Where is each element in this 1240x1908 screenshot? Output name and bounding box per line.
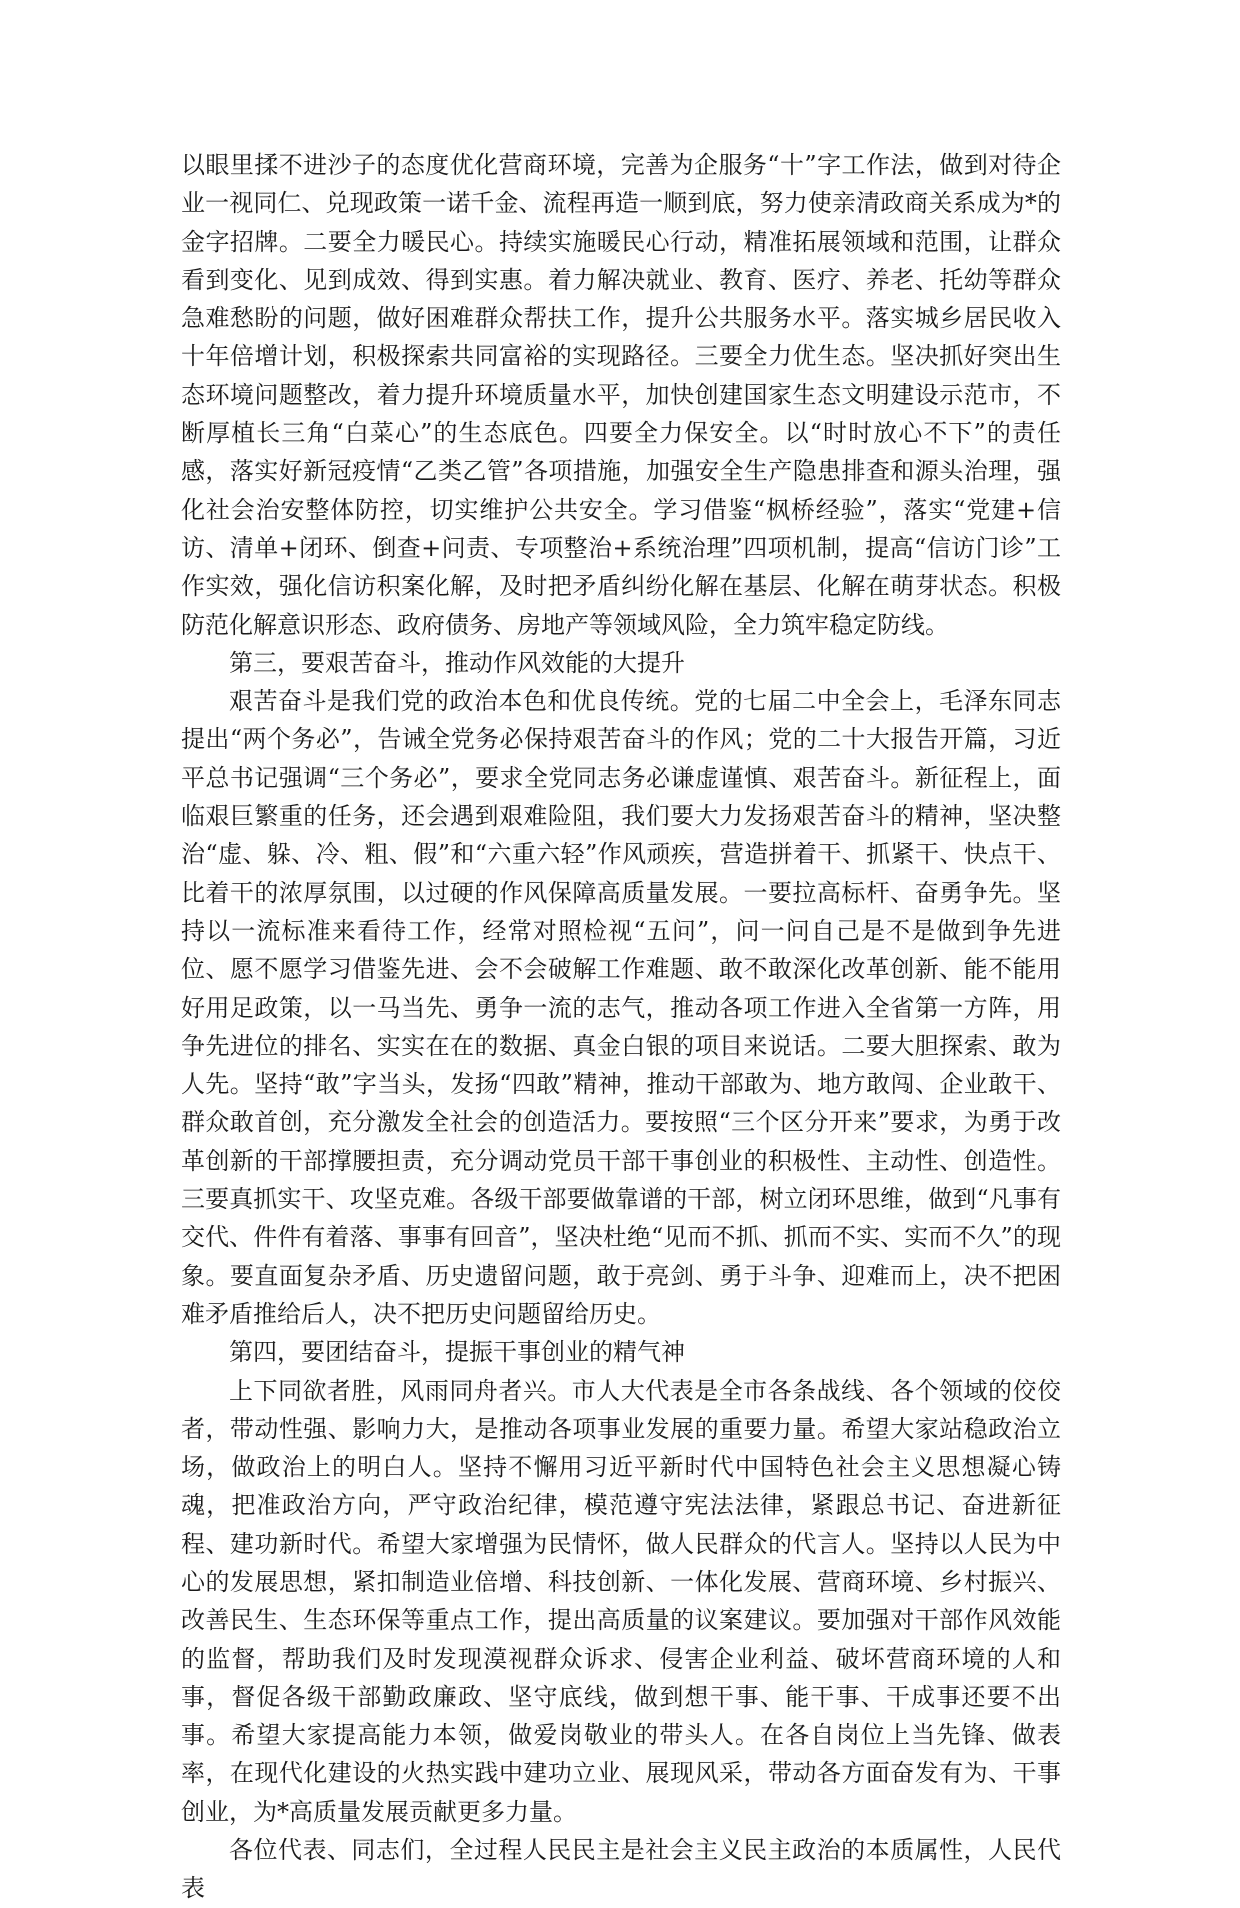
section-heading-third: 第三，要艰苦奋斗，推动作风效能的大提升 (229, 648, 685, 677)
paragraph-continuation: 以眼里揉不进沙子的态度优化营商环境，完善为企服务“十”字工作法，做到对待企业一视同仁、兑现政策一诺千金、流程再造一顺到底，努力使亲清政商关系成为*的金字招牌。二要全力暖民心。持续实施暖民心行动，精准拓展领域和范围，让群众看到变化、见到成效、得到实惠。着力解决就业、教育、医疗、养老、托幼等群众急难愁盼的问题，做好困难群众帮扶工作，提升公共服务水平。落实城乡居民收入十年倍增计划，积极探索共同富裕的实现路径。三要全力优生态。坚决抓好突出生态环境问题整改，着力提升环境质量水平，加快创建国家生态文明建设示范市，不断厚植长三角“白菜心”的生态底色。四要全力保安全。以“时时放心不下”的责任感，落实好新冠疫情“乙类乙管”各项措施，加强安全生产隐患排查和源头治理，强化社会治安整体防控，切实维护公共安全。学习借鉴“枫桥经验”，落实“党建+信访、清单+闭环、倒查+问责、专项整治+系统治理”四项机制，提高“信访门诊”工作实效，强化信访积案化解，及时把矛盾纠纷化解在基层、化解在萌芽状态。积极防范化解意识形态、政府债务、房地产等领域风险，全力筑牢稳定防线。 (181, 151, 1061, 639)
section-heading-fourth: 第四，要团结奋斗，提振干事创业的精气神 (229, 1338, 685, 1367)
paragraph-hard-struggle: 艰苦奋斗是我们党的政治本色和优良传统。党的七届二中全会上，毛泽东同志提出“两个务必”，告诫全党务必保持艰苦奋斗的作风；党的二十大报告开篇，习近平总书记强调“三个务必”，要求全党同志务必谦虚谨慎、艰苦奋斗。新征程上，面临艰巨繁重的任务，还会遇到艰难险阻，我们要大力发扬艰苦奋斗的精神，坚决整治“虚、躲、冷、粗、假”和“六重六轻”作风顽疾，营造拼着干、抓紧干、快点干、比着干的浓厚氛围，以过硬的作风保障高质量发展。一要拉高标杆、奋勇争先。坚持以一流标准来看待工作，经常对照检视“五问”，问一问自己是不是做到争先进位、愿不愿学习借鉴先进、会不会破解工作难题、敢不敢深化改革创新、能不能用好用足政策，以一马当先、勇争一流的志气，推动各项工作进入全省第一方阵，用争先进位的排名、实实在在的数据、真金白银的项目来说话。二要大胆探索、敢为人先。坚持“敢”字当头，发扬“四敢”精神，推动干部敢为、地方敢闯、企业敢干、群众敢首创，充分激发全社会的创造活力。要按照“三个区分开来”要求，为勇于改革创新的干部撑腰担责，充分调动党员干部干事创业的积极性、主动性、创造性。三要真抓实干、攻坚克难。各级干部要做靠谱的干部，树立闭环思维，做到“凡事有交代、件件有着落、事事有回音”，坚决杜绝“见而不抓、抓而不实、实而不久”的现象。要直面复杂矛盾、历史遗留问题，敢于亮剑、勇于斗争、迎难而上，决不把困难矛盾推给后人，决不把历史问题留给历史。 (181, 687, 1061, 1328)
paragraph-united-struggle: 上下同欲者胜，风雨同舟者兴。市人大代表是全市各条战线、各个领域的佼佼者，带动性强、影响力大，是推动各项事业发展的重要力量。希望大家站稳政治立场，做政治上的明白人。坚持不懈用习近平新时代中国特色社会主义思想凝心铸魂，把准政治方向，严守政治纪律，模范遵守宪法法律，紧跟总书记、奋进新征程、建功新时代。希望大家增强为民情怀，做人民群众的代言人。坚持以人民为中心的发展思想，紧扣制造业倍增、科技创新、一体化发展、营商环境、乡村振兴、改善民生、生态环保等重点工作，提出高质量的议案建议。要加强对干部作风效能的监督，帮助我们及时发现漠视群众诉求、侵害企业利益、破坏营商环境的人和事，督促各级干部勤政廉政、坚守底线，做到想干事、能干事、干成事还要不出事。希望大家提高能力本领，做爱岗敬业的带头人。在各自岗位上当先锋、做表率，在现代化建设的火热实践中建功立业、展现风采，带动各方面奋发有为、干事创业，为*高质量发展贡献更多力量。 (181, 1376, 1061, 1826)
paragraph-closing-start: 各位代表、同志们，全过程人民民主是社会主义民主政治的本质属性，人民代表 (181, 1836, 1061, 1903)
document-body (181, 146, 1061, 1908)
